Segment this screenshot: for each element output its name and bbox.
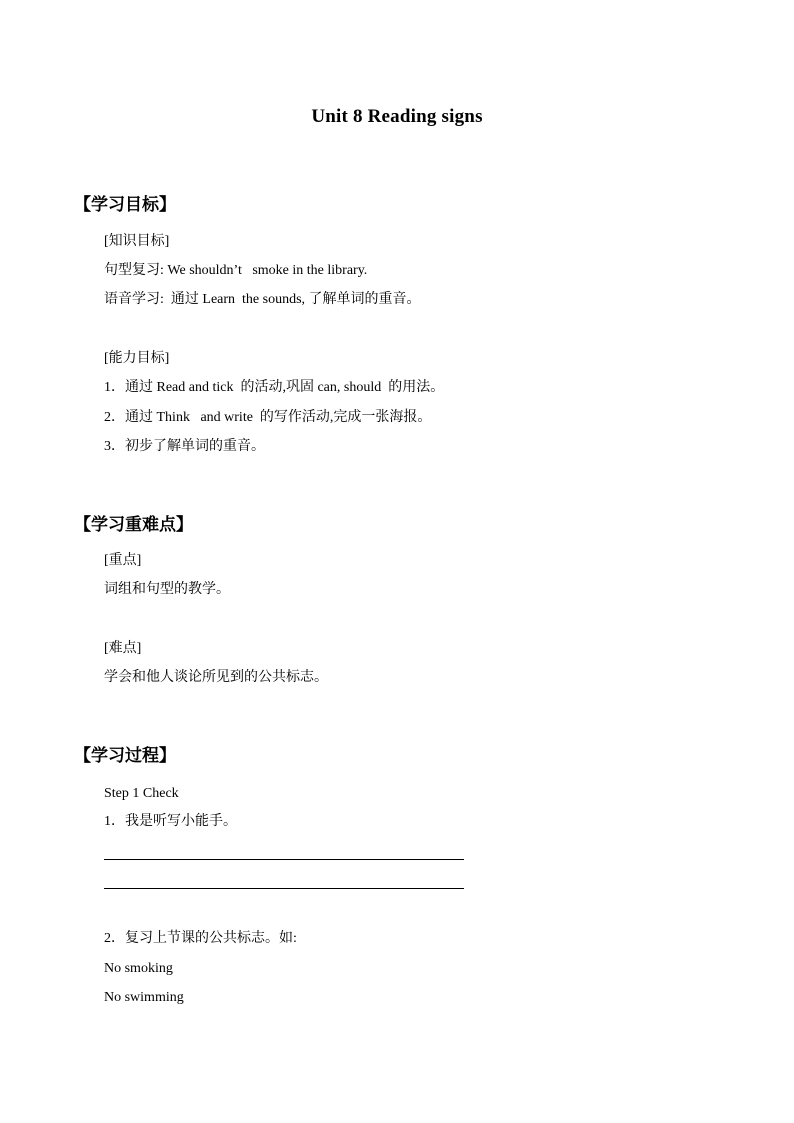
- key-point-text: 词组和句型的教学。: [104, 582, 230, 597]
- key-point-label: [重点]: [104, 553, 142, 568]
- page-title: Unit 8 Reading signs: [311, 106, 483, 127]
- key-points-heading: 【学习重难点】: [74, 515, 193, 535]
- ability-item-1: 1．通过 Read and tick 的活动,巩固 can, should 的用法。: [104, 380, 445, 395]
- ability-item-2: 2．通过 Think and write 的写作活动,完成一张海报。: [104, 410, 432, 425]
- answer-blank-line-2[interactable]: [104, 888, 464, 889]
- difficult-point-label: [难点]: [104, 641, 142, 656]
- process-heading: 【学习过程】: [74, 746, 176, 766]
- process-item-1: 1．我是听写小能手。: [104, 814, 237, 829]
- knowledge-item-1: 句型复习: We shouldn’t smoke in the library.: [104, 263, 368, 278]
- example-sign-1: No smoking: [104, 961, 173, 976]
- ability-item-3: 3．初步了解单词的重音。: [104, 439, 265, 454]
- knowledge-objectives-label: [知识目标]: [104, 234, 170, 249]
- objectives-heading: 【学习目标】: [74, 195, 176, 215]
- answer-blank-line-1[interactable]: [104, 859, 464, 860]
- knowledge-item-2: 语音学习: 通过 Learn the sounds, 了解单词的重音。: [104, 292, 421, 307]
- step-label: Step 1 Check: [104, 786, 179, 801]
- ability-objectives-label: [能力目标]: [104, 351, 170, 366]
- example-sign-2: No swimming: [104, 990, 184, 1005]
- difficult-point-text: 学会和他人谈论所见到的公共标志。: [104, 670, 328, 685]
- process-item-2: 2．复习上节课的公共标志。如:: [104, 931, 297, 946]
